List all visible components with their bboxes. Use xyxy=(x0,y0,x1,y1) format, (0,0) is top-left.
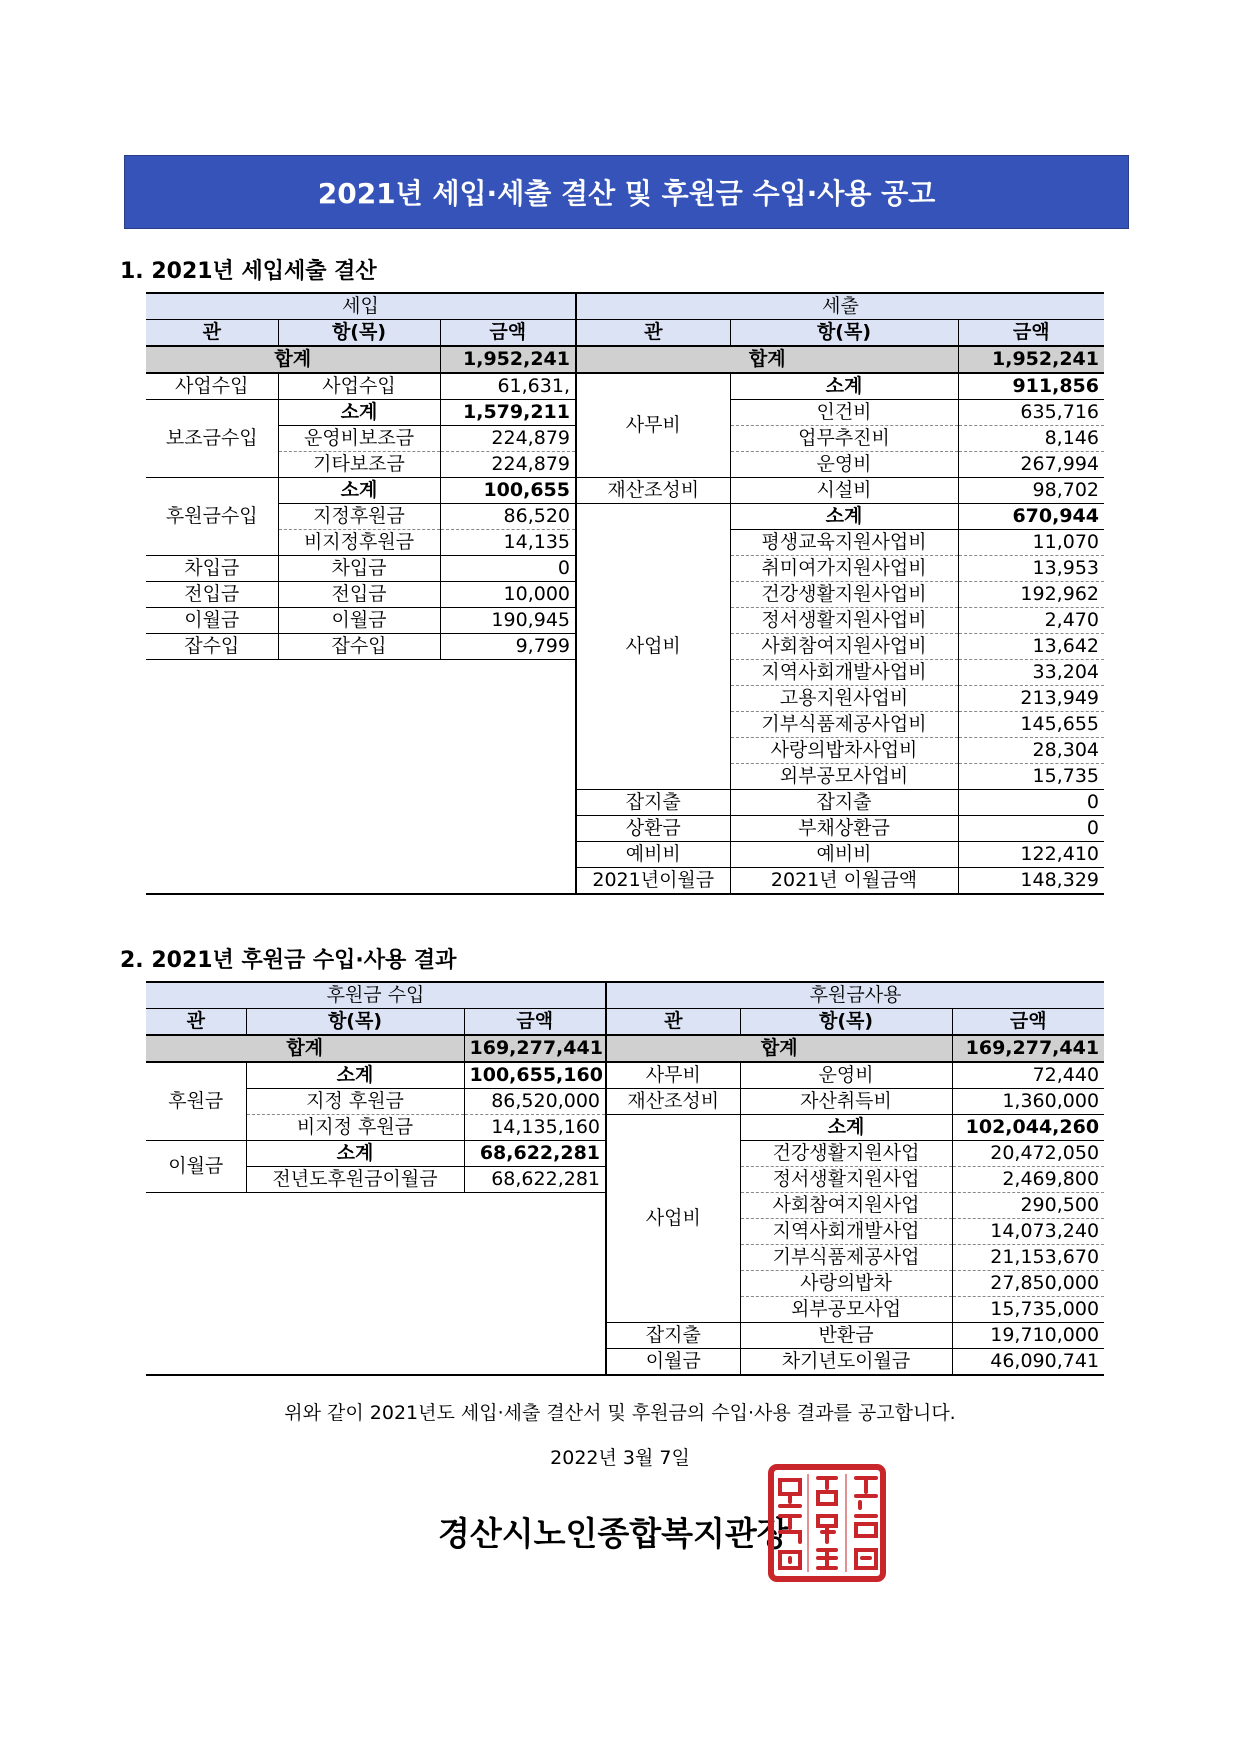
income-hang: 전년도후원금이월금 xyxy=(246,1167,464,1193)
expense-hang: 정서생활지원사업비 xyxy=(730,608,958,634)
expense-hang: 업무추진비 xyxy=(730,426,958,452)
expense-hang: 지역사회개발사업비 xyxy=(730,660,958,686)
expense-hang: 운영비 xyxy=(740,1062,952,1089)
expense-amount: 267,994 xyxy=(958,452,1104,478)
col-hang: 항(목) xyxy=(730,320,958,347)
income-hang: 차입금 xyxy=(278,556,440,582)
income-amount: 68,622,281 xyxy=(464,1167,606,1193)
income-header: 세입 xyxy=(146,293,576,320)
expense-hang: 건강생활지원사업 xyxy=(740,1141,952,1167)
expense-hang: 사회참여지원사업 xyxy=(740,1193,952,1219)
section2-table xyxy=(146,981,1104,1376)
expense-hang: 사랑의밥차사업비 xyxy=(730,738,958,764)
donation-income-header: 후원금 수입 xyxy=(146,982,606,1009)
expense-header: 세출 xyxy=(576,293,1104,320)
expense-amount: 192,962 xyxy=(958,582,1104,608)
income-hang: 소계 xyxy=(246,1141,464,1167)
expense-gwan: 잡지출 xyxy=(606,1323,740,1349)
income-gwan: 이월금 xyxy=(146,608,278,634)
income-amount: 86,520 xyxy=(440,504,576,530)
income-amount: 14,135 xyxy=(440,530,576,556)
total-label: 합계 xyxy=(606,1035,952,1062)
expense-hang: 자산취득비 xyxy=(740,1089,952,1115)
col-hang: 항(목) xyxy=(740,1009,952,1036)
income-total: 1,952,241 xyxy=(440,346,576,373)
income-hang: 잡수입 xyxy=(278,634,440,660)
income-amount: 1,579,211 xyxy=(440,400,576,426)
expense-hang: 취미여가지원사업비 xyxy=(730,556,958,582)
expense-amount: 2,469,800 xyxy=(952,1167,1104,1193)
income-blank-area xyxy=(146,1193,606,1376)
expense-hang: 지역사회개발사업 xyxy=(740,1219,952,1245)
income-gwan: 후원금수입 xyxy=(146,478,278,556)
expense-hang: 소계 xyxy=(740,1115,952,1141)
expense-amount: 21,153,670 xyxy=(952,1245,1104,1271)
income-hang: 소계 xyxy=(246,1062,464,1089)
income-amount: 10,000 xyxy=(440,582,576,608)
income-hang: 기타보조금 xyxy=(278,452,440,478)
donation-expense-header: 후원금사용 xyxy=(606,982,1104,1009)
expense-hang: 2021년 이월금액 xyxy=(730,868,958,895)
income-hang: 소계 xyxy=(278,478,440,504)
section1-title: 1. 2021년 세입세출 결산 xyxy=(120,259,377,284)
income-amount: 0 xyxy=(440,556,576,582)
expense-amount: 213,949 xyxy=(958,686,1104,712)
col-amount: 금액 xyxy=(464,1009,606,1036)
expense-amount: 13,953 xyxy=(958,556,1104,582)
total-label: 합계 xyxy=(576,346,958,373)
expense-amount: 11,070 xyxy=(958,530,1104,556)
expense-amount: 911,856 xyxy=(958,373,1104,400)
income-blank-area xyxy=(146,660,576,895)
expense-amount: 28,304 xyxy=(958,738,1104,764)
official-seal-icon xyxy=(766,1462,888,1584)
expense-hang: 부채상환금 xyxy=(730,816,958,842)
income-gwan: 보조금수입 xyxy=(146,400,278,478)
expense-hang: 인건비 xyxy=(730,400,958,426)
expense-hang: 사회참여지원사업비 xyxy=(730,634,958,660)
income-amount: 86,520,000 xyxy=(464,1089,606,1115)
expense-amount: 148,329 xyxy=(958,868,1104,895)
expense-gwan: 잡지출 xyxy=(576,790,730,816)
col-gwan: 관 xyxy=(146,320,278,347)
expense-hang: 차기년도이월금 xyxy=(740,1349,952,1376)
expense-amount: 290,500 xyxy=(952,1193,1104,1219)
expense-gwan: 예비비 xyxy=(576,842,730,868)
expense-gwan: 이월금 xyxy=(606,1349,740,1376)
income-amount: 68,622,281 xyxy=(464,1141,606,1167)
expense-amount: 0 xyxy=(958,790,1104,816)
income-amount: 9,799 xyxy=(440,634,576,660)
expense-hang: 운영비 xyxy=(730,452,958,478)
income-hang: 운영비보조금 xyxy=(278,426,440,452)
income-hang: 비지정 후원금 xyxy=(246,1115,464,1141)
expense-hang: 외부공모사업 xyxy=(740,1297,952,1323)
expense-gwan: 재산조성비 xyxy=(576,478,730,504)
expense-amount: 15,735,000 xyxy=(952,1297,1104,1323)
col-gwan: 관 xyxy=(606,1009,740,1036)
income-hang: 지정후원금 xyxy=(278,504,440,530)
expense-amount: 72,440 xyxy=(952,1062,1104,1089)
col-amount: 금액 xyxy=(952,1009,1104,1036)
expense-amount: 20,472,050 xyxy=(952,1141,1104,1167)
income-amount: 224,879 xyxy=(440,452,576,478)
income-gwan: 차입금 xyxy=(146,556,278,582)
expense-gwan: 사업비 xyxy=(606,1115,740,1323)
section2-title: 2. 2021년 후원금 수입·사용 결과 xyxy=(120,948,457,973)
expense-amount: 33,204 xyxy=(958,660,1104,686)
expense-amount: 102,044,260 xyxy=(952,1115,1104,1141)
income-amount: 100,655,160 xyxy=(464,1062,606,1089)
col-gwan: 관 xyxy=(146,1009,246,1036)
income-hang: 소계 xyxy=(278,400,440,426)
expense-amount: 46,090,741 xyxy=(952,1349,1104,1376)
income-gwan: 이월금 xyxy=(146,1141,246,1193)
income-hang: 전입금 xyxy=(278,582,440,608)
expense-amount: 27,850,000 xyxy=(952,1271,1104,1297)
income-gwan: 후원금 xyxy=(146,1062,246,1141)
page-title: 2021년 세입·세출 결산 및 후원금 수입·사용 공고 xyxy=(124,155,1129,229)
section1-table xyxy=(146,292,1104,895)
col-hang: 항(목) xyxy=(246,1009,464,1036)
expense-hang: 소계 xyxy=(730,373,958,400)
expense-amount: 0 xyxy=(958,816,1104,842)
expense-hang: 사랑의밥차 xyxy=(740,1271,952,1297)
expense-gwan: 재산조성비 xyxy=(606,1089,740,1115)
expense-hang: 고용지원사업비 xyxy=(730,686,958,712)
expense-hang: 외부공모사업비 xyxy=(730,764,958,790)
expense-amount: 2,470 xyxy=(958,608,1104,634)
expense-amount: 98,702 xyxy=(958,478,1104,504)
expense-hang: 반환금 xyxy=(740,1323,952,1349)
income-amount: 224,879 xyxy=(440,426,576,452)
income-gwan: 전입금 xyxy=(146,582,278,608)
income-gwan: 사업수입 xyxy=(146,373,278,400)
expense-hang: 예비비 xyxy=(730,842,958,868)
total-label: 합계 xyxy=(146,346,440,373)
col-gwan: 관 xyxy=(576,320,730,347)
expense-hang: 기부식품제공사업비 xyxy=(730,712,958,738)
col-hang: 항(목) xyxy=(278,320,440,347)
signer-name: 경산시노인종합복지관장 xyxy=(438,1514,789,1553)
expense-amount: 14,073,240 xyxy=(952,1219,1104,1245)
expense-hang: 정서생활지원사업 xyxy=(740,1167,952,1193)
expense-hang: 잡지출 xyxy=(730,790,958,816)
expense-gwan: 사무비 xyxy=(576,373,730,478)
expense-gwan: 사무비 xyxy=(606,1062,740,1089)
donation-expense-total: 169,277,441 xyxy=(952,1035,1104,1062)
income-amount: 61,631, xyxy=(440,373,576,400)
expense-hang: 시설비 xyxy=(730,478,958,504)
expense-amount: 19,710,000 xyxy=(952,1323,1104,1349)
expense-amount: 670,944 xyxy=(958,504,1104,530)
income-amount: 100,655 xyxy=(440,478,576,504)
expense-hang: 소계 xyxy=(730,504,958,530)
income-amount: 14,135,160 xyxy=(464,1115,606,1141)
expense-amount: 122,410 xyxy=(958,842,1104,868)
income-hang: 비지정후원금 xyxy=(278,530,440,556)
expense-gwan: 2021년이월금 xyxy=(576,868,730,895)
expense-amount: 145,655 xyxy=(958,712,1104,738)
income-hang: 지정 후원금 xyxy=(246,1089,464,1115)
notice-date: 2022년 3월 7일 xyxy=(550,1447,690,1469)
expense-total: 1,952,241 xyxy=(958,346,1104,373)
expense-amount: 635,716 xyxy=(958,400,1104,426)
col-amount: 금액 xyxy=(958,320,1104,347)
expense-gwan: 사업비 xyxy=(576,504,730,790)
col-amount: 금액 xyxy=(440,320,576,347)
donation-income-total: 169,277,441 xyxy=(464,1035,606,1062)
expense-gwan: 상환금 xyxy=(576,816,730,842)
income-hang: 사업수입 xyxy=(278,373,440,400)
expense-amount: 1,360,000 xyxy=(952,1089,1104,1115)
income-hang: 이월금 xyxy=(278,608,440,634)
expense-hang: 기부식품제공사업 xyxy=(740,1245,952,1271)
income-amount: 190,945 xyxy=(440,608,576,634)
income-gwan: 잡수입 xyxy=(146,634,278,660)
expense-hang: 건강생활지원사업비 xyxy=(730,582,958,608)
notice-text: 위와 같이 2021년도 세입·세출 결산서 및 후원금의 수입·사용 결과를 공고합니다. xyxy=(284,1402,956,1424)
expense-amount: 13,642 xyxy=(958,634,1104,660)
expense-amount: 15,735 xyxy=(958,764,1104,790)
total-label: 합계 xyxy=(146,1035,464,1062)
expense-amount: 8,146 xyxy=(958,426,1104,452)
expense-hang: 평생교육지원사업비 xyxy=(730,530,958,556)
